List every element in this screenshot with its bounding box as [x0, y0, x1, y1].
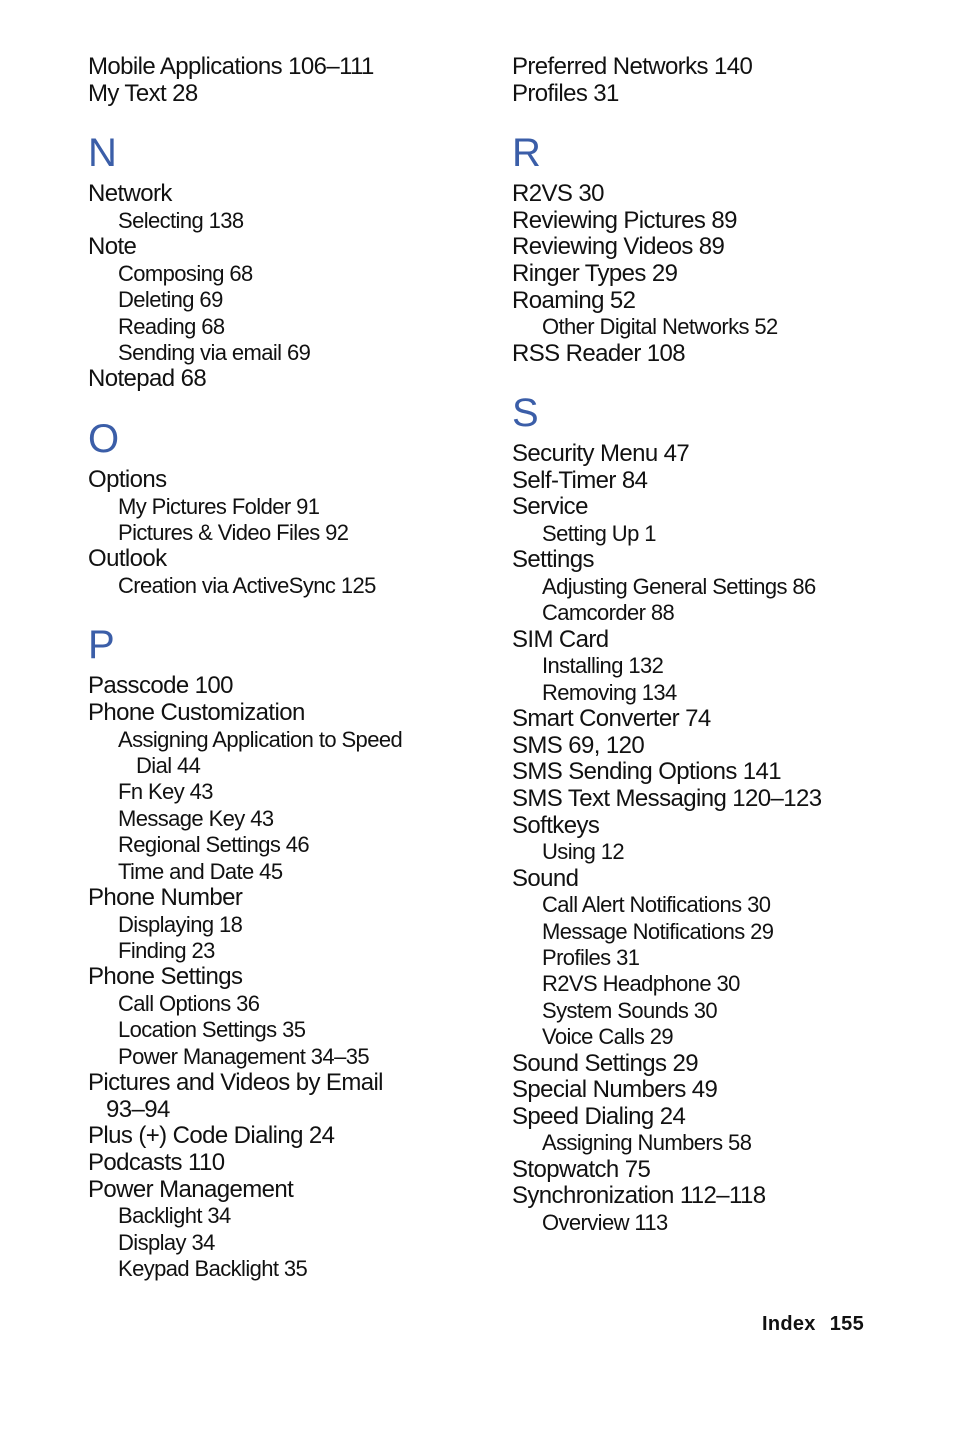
index-entry: Speed Dialing 24: [512, 1102, 686, 1130]
index-entry: Mobile Applications 106–111: [88, 53, 374, 80]
index-entry: Plus (+) Code Dialing 24: [88, 1122, 335, 1150]
index-entry: RSS Reader 108: [512, 339, 686, 367]
index-letter-heading: P: [88, 623, 115, 668]
index-subentry: Time and Date 45: [118, 858, 283, 884]
index-entry: SMS 69, 120: [512, 731, 645, 759]
index-subentry: Voice Calls 29: [542, 1024, 674, 1050]
index-entry: Phone Customization: [88, 699, 305, 726]
index-entry: Special Numbers 49: [512, 1076, 718, 1104]
index-entry: Pictures and Videos by Email: [88, 1069, 383, 1097]
index-subentry: Profiles 31: [542, 944, 640, 970]
index-subentry: Message Notifications 29: [542, 918, 774, 944]
index-entry: Settings: [512, 546, 594, 574]
index-entry: Synchronization 112–118: [512, 1182, 766, 1210]
index-entry: Sound: [512, 864, 579, 892]
index-subentry: Call Alert Notifications 30: [542, 892, 771, 918]
index-entry: Stopwatch 75: [512, 1155, 651, 1183]
index-entry: Service: [512, 493, 588, 521]
index-subentry: Finding 23: [118, 938, 215, 964]
index-entry-continuation: 93–94: [106, 1095, 170, 1123]
index-entry: SMS Text Messaging 120–123: [512, 784, 822, 812]
index-subentry: Composing 68: [118, 260, 253, 286]
index-right-column: [512, 54, 892, 1236]
index-entry: Phone Settings: [88, 963, 243, 991]
index-entry: Ringer Types 29: [512, 259, 678, 287]
index-subentry: Location Settings 35: [118, 1017, 306, 1043]
index-subentry: Reading 68: [118, 313, 225, 339]
index-entry: R2VS 30: [512, 180, 604, 208]
index-subentry: Power Management 34–35: [118, 1043, 369, 1069]
index-entry: Profiles 31: [512, 79, 619, 107]
index-subentry: Assigning Numbers 58: [542, 1130, 752, 1156]
index-letter-heading: N: [88, 131, 117, 176]
index-subentry: Overview 113: [542, 1209, 668, 1235]
index-subentry: Message Key 43: [118, 805, 274, 831]
index-subentry-continuation: Dial 44: [136, 753, 201, 778]
index-entry: Softkeys: [512, 811, 600, 839]
index-entry: Power Management: [88, 1175, 294, 1203]
index-subentry: Call Options 36: [118, 991, 260, 1017]
index-entry: Self-Timer 84: [512, 466, 648, 494]
index-entry: Smart Converter 74: [512, 705, 711, 733]
index-subentry: Installing 132: [542, 653, 664, 679]
index-entry: Note: [88, 233, 137, 261]
index-entry: Roaming 52: [512, 286, 636, 314]
page-number: 155: [829, 1313, 864, 1335]
index-left-column: [88, 54, 493, 1282]
index-subentry: Keypad Backlight 35: [118, 1256, 308, 1282]
index-subentry: System Sounds 30: [542, 997, 718, 1023]
index-entry: Phone Number: [88, 884, 243, 912]
index-entry: Security Menu 47: [512, 440, 690, 468]
index-entry: Outlook: [88, 545, 167, 573]
index-subentry: Assigning Application to Speed: [118, 726, 403, 752]
index-entry: Passcode 100: [88, 672, 233, 700]
index-subentry: Displaying 18: [118, 911, 243, 937]
index-subentry: Adjusting General Settings 86: [542, 573, 816, 599]
index-letter-heading: O: [88, 417, 120, 461]
index-subentry: Sending via email 69: [118, 340, 311, 365]
index-subentry: Display 34: [118, 1229, 215, 1255]
page-footer: [762, 1313, 864, 1336]
index-subentry: Camcorder 88: [542, 600, 675, 626]
index-entry: Notepad 68: [88, 365, 207, 393]
index-subentry: Creation via ActiveSync 125: [118, 573, 376, 598]
index-entry: Podcasts 110: [88, 1149, 225, 1177]
index-entry: Sound Settings 29: [512, 1049, 698, 1077]
index-entry: Network: [88, 180, 172, 208]
index-subentry: My Pictures Folder 91: [118, 493, 320, 519]
index-subentry: Setting Up 1: [542, 520, 656, 546]
index-entry: Options: [88, 466, 167, 493]
index-entry: Preferred Networks 140: [512, 53, 753, 80]
index-entry: Reviewing Pictures 89: [512, 206, 737, 234]
index-subentry: Selecting 138: [118, 207, 244, 233]
index-letter-heading: S: [512, 391, 539, 436]
index-entry: SMS Sending Options 141: [512, 758, 782, 786]
index-subentry: R2VS Headphone 30: [542, 971, 740, 997]
index-subentry: Other Digital Networks 52: [542, 314, 778, 340]
index-subentry: Removing 134: [542, 679, 677, 705]
index-entry: My Text 28: [88, 79, 198, 107]
index-subentry: Using 12: [542, 839, 625, 865]
footer-section-label: Index: [761, 1313, 816, 1335]
index-subentry: Regional Settings 46: [118, 832, 310, 858]
index-subentry: Deleting 69: [118, 287, 223, 313]
index-subentry: Pictures & Video Files 92: [118, 520, 349, 545]
index-entry: SIM Card: [512, 625, 609, 653]
index-entry: Reviewing Videos 89: [512, 233, 725, 261]
index-subentry: Fn Key 43: [118, 779, 213, 805]
index-letter-heading: R: [512, 131, 541, 176]
index-subentry: Backlight 34: [118, 1203, 231, 1229]
